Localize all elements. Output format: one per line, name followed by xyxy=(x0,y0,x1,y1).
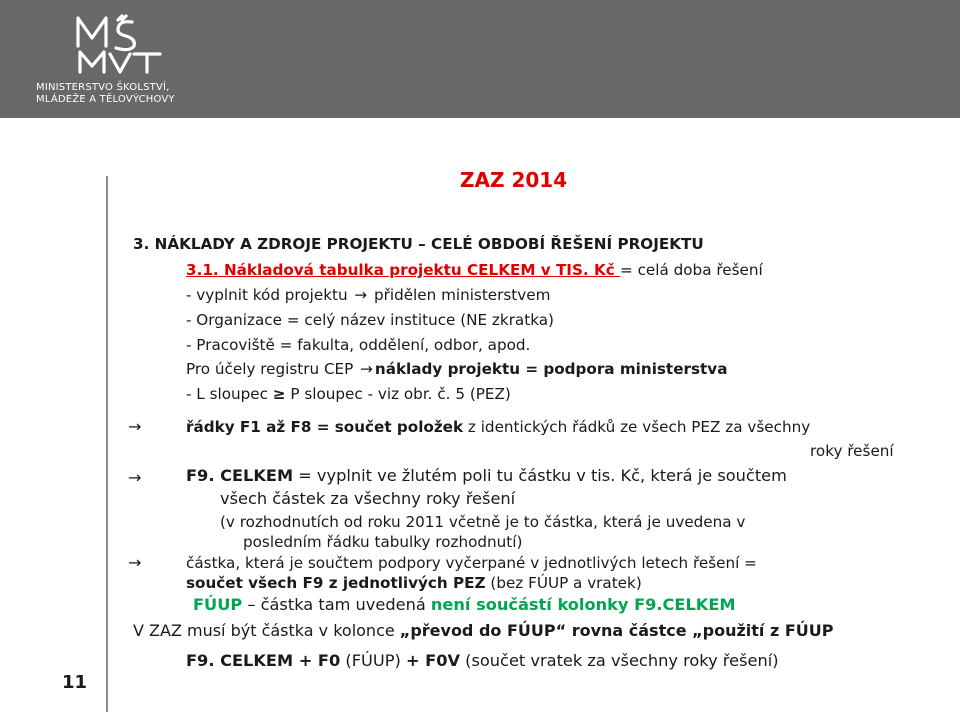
bullet-kod-text: - vyplnit kód projektu xyxy=(186,286,353,304)
bullet-kod xyxy=(186,285,550,305)
subsection-rest: = celá doba řešení xyxy=(620,261,763,279)
row-note-2: posledním řádku tabulky rozhodnutí) xyxy=(243,533,523,551)
right-arrow-icon: → xyxy=(128,468,142,487)
row-zaz-text: V ZAZ musí být částka v kolonce xyxy=(133,621,400,640)
row-final-bold2: + F0V xyxy=(405,651,460,670)
greater-equal-symbol: ≥ xyxy=(272,385,286,403)
bullet-sloupec-text2: P sloupec - viz obr. č. 5 (PEZ) xyxy=(285,385,511,403)
row-castka-text: (bez FÚUP a vratek) xyxy=(485,574,642,592)
right-arrow-icon: → xyxy=(128,417,142,436)
subsection-line xyxy=(186,260,763,280)
row-f9-cont: všech částek za všechny roky řešení xyxy=(220,489,516,508)
row-final-bold1: F9. CELKEM + F0 xyxy=(186,651,341,670)
row-fuup xyxy=(193,595,736,615)
page-number: 11 xyxy=(62,672,88,693)
bullet-kod-text2: přidělen ministerstvem xyxy=(369,286,551,304)
logo-text-line2: MLÁDEŽE A TĚLOVÝCHOVY xyxy=(36,94,175,105)
logo-text-line1: MINISTERSTVO ŠKOLSTVÍ, xyxy=(36,82,170,93)
row-castka: částka, která je součtem podpory vyčerpané v jednotlivých letech řešení = xyxy=(186,554,757,572)
row-final-text2: (součet vratek za všechny roky řešení) xyxy=(460,651,779,670)
fuup-text: – částka tam uvedená xyxy=(242,595,431,614)
bullet-pracoviste: - Pracoviště = fakulta, oddělení, odbor, apod. xyxy=(186,336,531,354)
row-final xyxy=(186,651,779,671)
bullet-organizace: - Organizace = celý název instituce (NE zkratka) xyxy=(186,311,554,329)
row-f1-text: z identických řádků ze všech PEZ za všechny xyxy=(463,418,811,436)
row-castka-bold: součet všech F9 z jednotlivých PEZ xyxy=(186,574,486,592)
right-arrow-icon: → xyxy=(360,360,373,378)
msmt-logo-mark xyxy=(74,12,170,76)
msmt-logo xyxy=(36,12,206,108)
row-note-1: (v rozhodnutích od roku 2011 včetně je to částka, která je uvedena v xyxy=(220,513,746,531)
fuup-label: FÚUP xyxy=(193,595,243,614)
header-band xyxy=(0,0,960,118)
row-f1 xyxy=(186,417,810,437)
bullet-cep-bold: náklady projektu = podpora ministerstva xyxy=(374,360,728,378)
row-zaz-bold: „převod do FÚUP“ rovna částce „použití z FÚUP xyxy=(399,621,834,640)
row-castka-2 xyxy=(186,573,642,593)
row-f1-cont: roky řešení xyxy=(810,442,894,460)
section-heading: 3. NÁKLADY A ZDROJE PROJEKTU – CELÉ OBDOBÍ ŘEŠENÍ PROJEKTU xyxy=(133,235,704,253)
row-final-text1: (FÚUP) xyxy=(340,651,406,670)
row-zaz xyxy=(133,621,834,641)
bullet-sloupec xyxy=(186,384,511,404)
bullet-cep-text: Pro účely registru CEP xyxy=(186,360,359,378)
bullet-sloupec-text: - L sloupec xyxy=(186,385,273,403)
bullet-cep xyxy=(186,359,727,379)
subsection-link[interactable]: 3.1. Nákladová tabulka projektu CELKEM v TIS. Kč xyxy=(186,261,621,279)
fuup-highlight: není součástí kolonky F9.CELKEM xyxy=(430,595,736,614)
row-f9-bold: F9. CELKEM xyxy=(186,466,294,485)
row-f9-text: = vyplnit ve žlutém poli tu částku v tis. Kč, která je součtem xyxy=(293,466,787,485)
right-arrow-icon: → xyxy=(128,553,142,572)
row-f1-bold: řádky F1 až F8 = součet položek xyxy=(186,418,464,436)
vertical-divider xyxy=(106,176,108,712)
row-f9 xyxy=(186,466,787,486)
right-arrow-icon: → xyxy=(354,286,368,304)
slide-title: ZAZ 2014 xyxy=(460,168,568,192)
